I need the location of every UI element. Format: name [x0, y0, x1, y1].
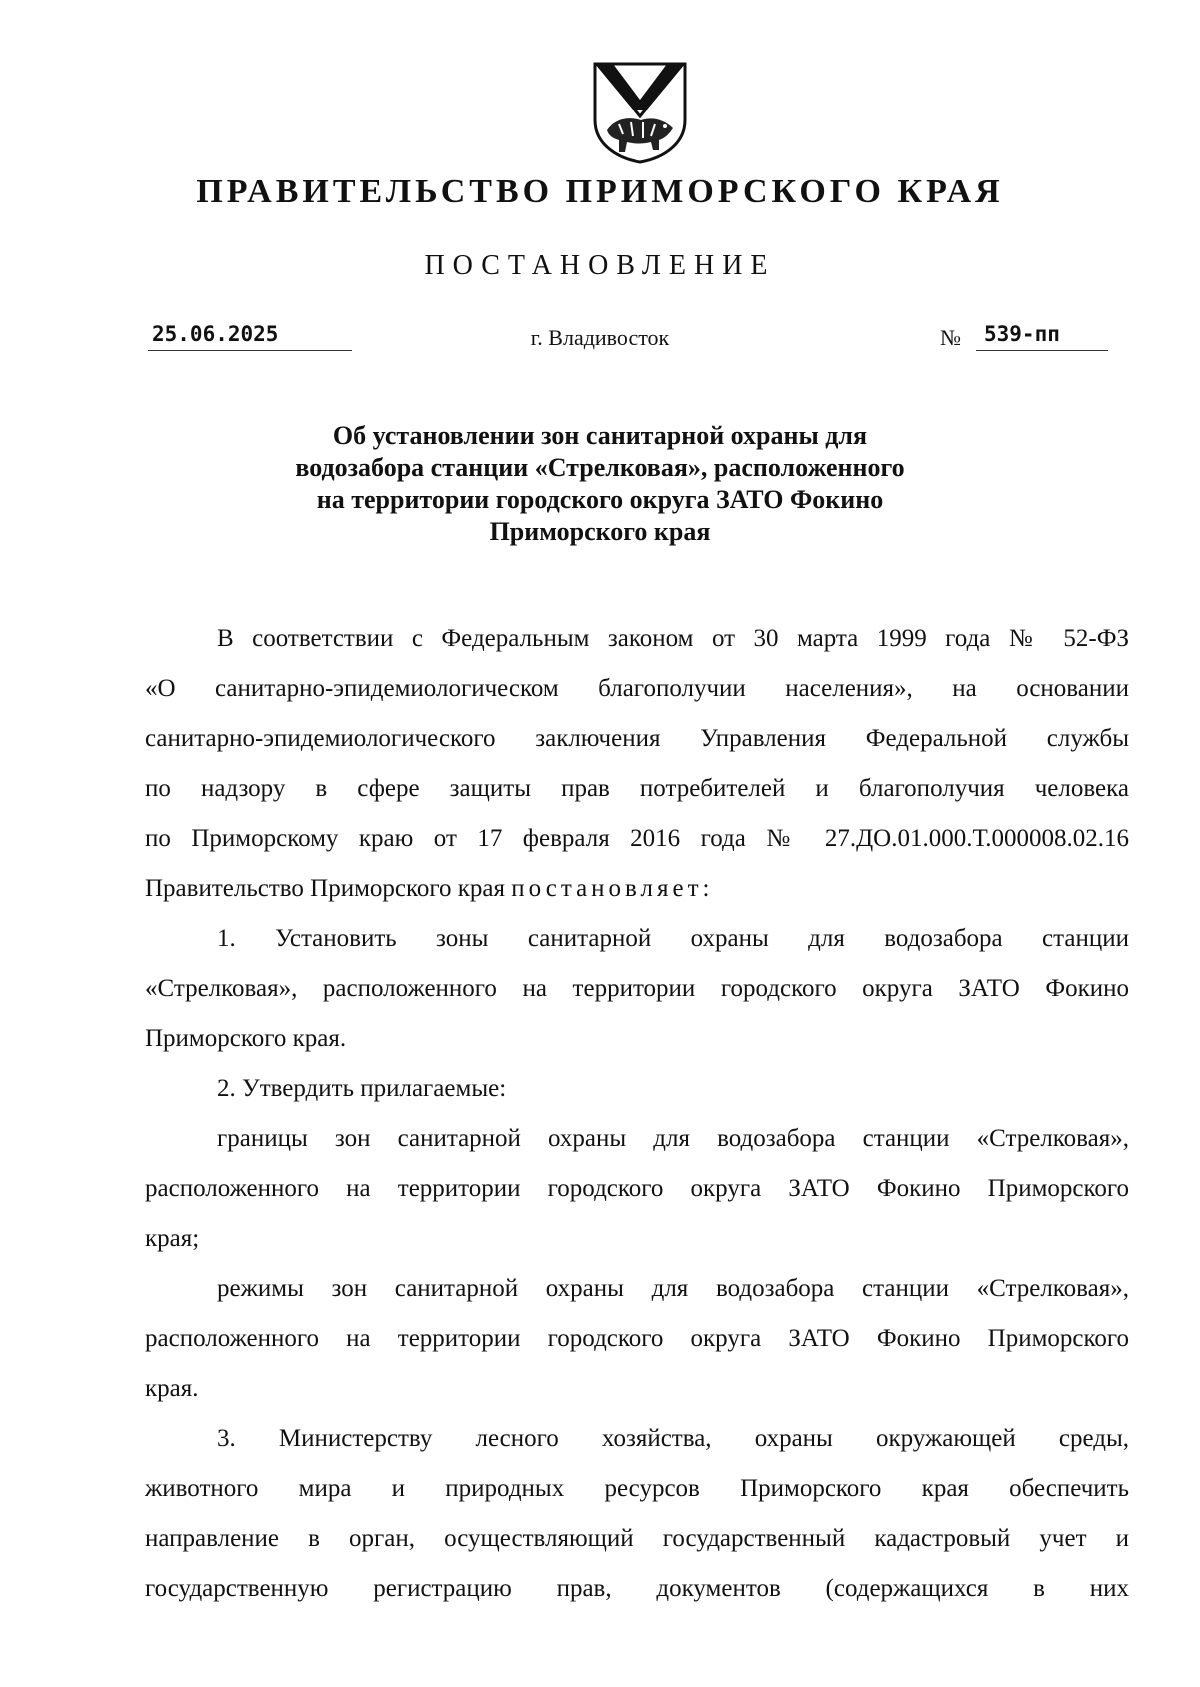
subject-line: Приморского края: [489, 517, 711, 546]
government-title: ПРАВИТЕЛЬСТВО ПРИМОРСКОГО КРАЯ: [196, 173, 1004, 210]
body-line: по надзору в сфере защиты прав потребителей и благополучия человека: [145, 775, 1129, 802]
document-city: г. Владивосток: [530, 325, 670, 350]
primorsky-krai-coat-of-arms-icon: [589, 60, 691, 164]
resolves-word: постановляет:: [511, 875, 714, 902]
document-number-block: [940, 318, 1115, 352]
body-line: расположенного на территории городского округа ЗАТО Фокино Приморского: [145, 1325, 1129, 1352]
body-line: края.: [145, 1375, 199, 1402]
document-subject: [200, 420, 1000, 548]
body-text: Правительство Приморского края: [145, 875, 505, 902]
body-line: «Стрелковая», расположенного на территории городского округа ЗАТО Фокино: [145, 975, 1129, 1002]
body-line: направление в орган, осуществляющий государственный кадастровый учет и: [145, 1525, 1129, 1552]
body-line: режимы зон санитарной охраны для водозабора станции «Стрелковая»,: [217, 1275, 1129, 1302]
document-type: ПОСТАНОВЛЕНИЕ: [424, 250, 776, 281]
body-line: расположенного на территории городского округа ЗАТО Фокино Приморского: [145, 1175, 1129, 1202]
body-line: Приморского края.: [145, 1025, 347, 1052]
body-line-resolution: [145, 864, 1129, 914]
document-date: 25.06.2025: [148, 318, 352, 351]
body-line: животного мира и природных ресурсов Приморского края обеспечить: [145, 1475, 1129, 1502]
body-line: В соответствии с Федеральным законом от 30 марта 1999 года № 52-ФЗ: [217, 625, 1129, 652]
body-line: 3. Министерству лесного хозяйства, охраны окружающей среды,: [217, 1425, 1129, 1452]
document-meta: [0, 318, 1200, 354]
document-number: 539-пп: [976, 318, 1108, 351]
subject-line: водозабора станции «Стрелковая», расположенного: [295, 453, 905, 482]
document-body: [145, 614, 1129, 1614]
body-line: 1. Установить зоны санитарной охраны для водозабора станции: [217, 925, 1129, 952]
body-line: границы зон санитарной охраны для водозабора станции «Стрелковая»,: [217, 1125, 1129, 1152]
body-line: государственную регистрацию прав, документов (содержащихся в них: [145, 1575, 1129, 1602]
number-sign: №: [940, 325, 961, 350]
body-line: края;: [145, 1225, 200, 1252]
body-line: «О санитарно-эпидемиологическом благополучии населения», на основании: [145, 675, 1129, 702]
subject-line: на территории городского округа ЗАТО Фокино: [316, 485, 884, 514]
body-line: 2. Утвердить прилагаемые:: [217, 1075, 507, 1102]
body-line: санитарно-эпидемиологического заключения Управления Федеральной службы: [145, 725, 1129, 752]
body-line: по Приморскому краю от 17 февраля 2016 года № 27.ДО.01.000.Т.000008.02.16: [145, 825, 1129, 852]
subject-line: Об установлении зон санитарной охраны для: [332, 421, 868, 450]
